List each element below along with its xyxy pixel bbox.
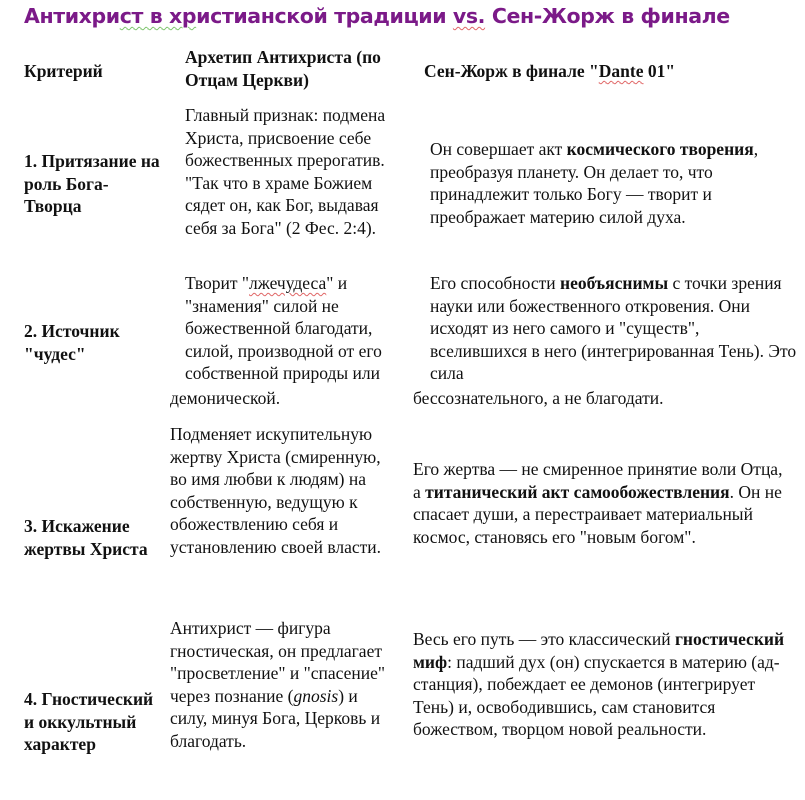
- row-2-archetype-tail: демонической.: [170, 388, 281, 408]
- title-part-1: Антихри: [24, 4, 120, 28]
- title-part-3: Сен-Жорж в финале: [485, 4, 730, 28]
- row-4-criterion: 4. Гностический и оккультный характер: [24, 689, 154, 755]
- header-criterion: Критерий: [24, 61, 103, 81]
- document-title: [24, 4, 730, 28]
- row-3-saint-georges: Его жертва — не смиренное принятие воли Отца, а титанический акт самообожествления. Он не спасает души, а перестраивает материальный космос, становясь его "новым богом".: [413, 459, 783, 547]
- row-4-archetype: Антихрист — фигура гностическая, он предлагает "просветление" и "спасение" через познание (gnosis) и силу, минуя Бога, Церковь и благодать.: [170, 618, 386, 751]
- row-1-saint-georges: Он совершает акт космического творения, преобразуя планету. Он делает то, что принадлежит только Богу — творит и преображает материю силой духа.: [430, 139, 759, 227]
- title-vs: vs.: [452, 4, 486, 28]
- row-2-archetype: Творит "лжечудеса" и "знамения" силой не божественной благодати, силой, производной от его собственной природы или: [185, 273, 382, 384]
- title-part-1b: истианской традиции: [196, 4, 453, 28]
- header-saint-georges: Сен-Жорж в финале "Dante 01": [424, 61, 676, 81]
- header-archetype: Архетип Антихриста (по Отцам Церкви): [185, 47, 381, 90]
- row-2-saint-georges: Его способности необъяснимы с точки зрения науки или божественного откровения. Они исходят из него самого и "существ", вселившихся в него (интегрированная Тень). Это сила: [430, 273, 797, 384]
- row-1-criterion: 1. Притязание на роль Бога-Творца: [24, 151, 160, 217]
- row-1-archetype: Главный признак: подмена Христа, присвоение себе божественных прерогатив. "Так что в храме Божием сядет он, как Бог, выдавая себя за Бога" (2 Фес. 2:4).: [185, 105, 386, 238]
- row-3-criterion: 3. Искажение жертвы Христа: [24, 516, 148, 559]
- row-2-criterion: 2. Источник "чудес": [24, 321, 120, 364]
- title-grammar-flag: ст в хр: [119, 4, 197, 28]
- row-4-saint-georges: Весь его путь — это классический гностический миф: падший дух (он) спускается в материю (ад-станция), побеждает ее демонов (интегрирует Тень) и, освободившись, сам становится божеством, творцом новой реальности.: [413, 629, 785, 740]
- row-3-archetype: Подменяет искупительную жертву Христа (смиренную, во имя любви к людям) на собственную, ведущую к обожествлению себя и установлению своей власти.: [170, 424, 382, 557]
- row-2-saint-georges-tail: бессознательного, а не благодати.: [413, 388, 664, 408]
